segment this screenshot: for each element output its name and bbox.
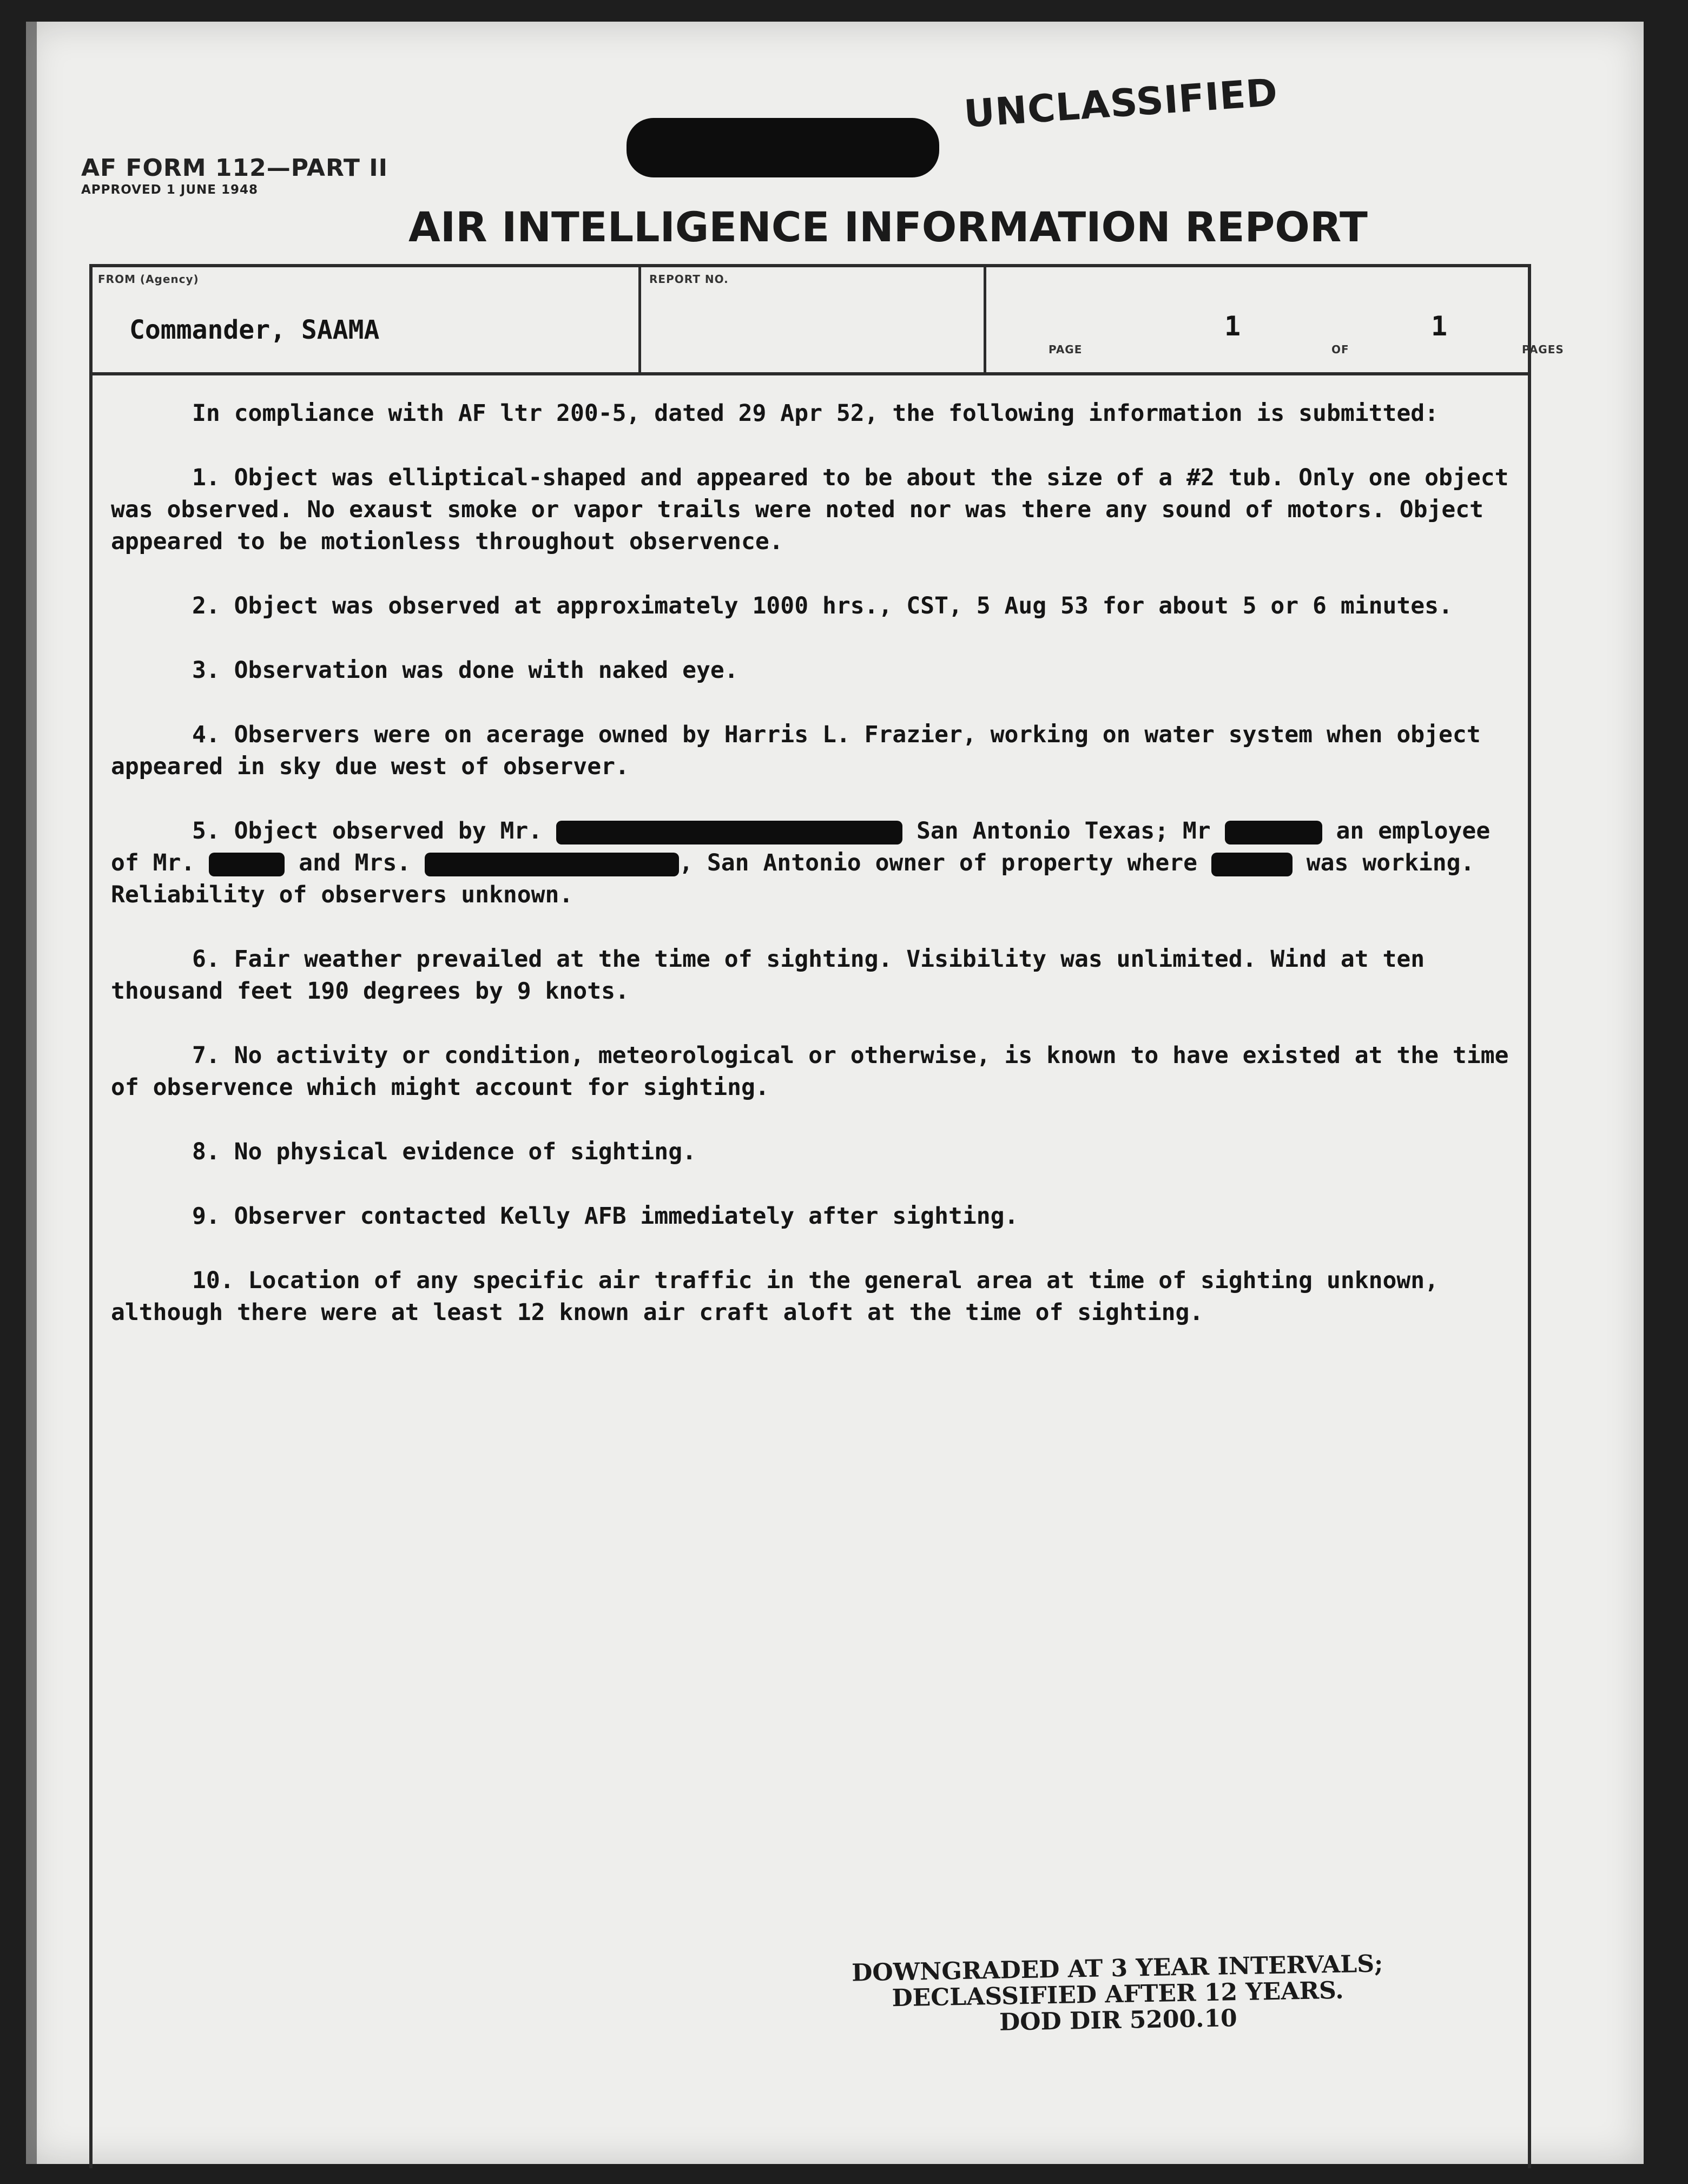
paragraph-5 — [111, 815, 1528, 911]
page-label: PAGE — [1049, 343, 1083, 356]
paragraph-10 — [111, 1265, 1528, 1329]
paragraph-5-part-d: and Mrs. — [299, 849, 411, 876]
from-label: FROM (Agency) — [98, 273, 199, 286]
form-number: AF FORM 112—PART II — [81, 154, 388, 182]
scan-edge — [26, 22, 37, 2164]
paragraph-5-part-g: was working. Reliability of observers unknown. — [111, 849, 1489, 908]
intro-text: In compliance with AF ltr 200-5, dated 29 Apr 52, the following information is submitted: — [192, 400, 1439, 427]
paragraph-8 — [111, 1136, 1528, 1168]
paragraph-9-text: 9. Observer contacted Kelly AFB immediately after sighting. — [192, 1203, 1019, 1230]
report-body — [111, 398, 1528, 1361]
paragraph-4 — [111, 719, 1528, 783]
from-cell — [93, 267, 641, 372]
redaction-name-2 — [1225, 821, 1322, 844]
paragraph-6-text: 6. Fair weather prevailed at the time of sighting. Visibility was unlimited. Wind at ten thousand feet 190 degrees by 9 knots. — [111, 946, 1439, 1005]
paragraph-1-text: 1. Object was elliptical-shaped and appeared to be about the size of a #2 tub. Only one object was observed. No exaust smoke or vapor trails were noted nor was there any sound of motors. Object appeared to be motionless throughout observence. — [111, 464, 1523, 555]
stamp-line-1: DOWNGRADED AT 3 YEAR INTERVALS; — [851, 1950, 1383, 1987]
report-no-label: REPORT NO. — [649, 273, 729, 286]
paragraph-3-text: 3. Observation was done with naked eye. — [192, 657, 738, 684]
page-value: 1 — [1224, 311, 1241, 342]
paragraph-9 — [111, 1200, 1528, 1232]
report-title: AIR INTELLIGENCE INFORMATION REPORT — [408, 203, 1368, 251]
redaction-name-4 — [425, 853, 679, 876]
stamp-line-3: DOD DIR 5200.10 — [999, 2004, 1238, 2036]
paragraph-10-text: 10. Location of any specific air traffic in the general area at time of sighting unknown, although there were at least 12 known air craft aloft at the time of sighting. — [111, 1267, 1453, 1326]
paragraph-7 — [111, 1040, 1528, 1104]
redaction-name-5 — [1211, 853, 1293, 876]
of-label: OF — [1331, 343, 1349, 356]
paragraph-1 — [111, 462, 1528, 558]
paragraph-5-part-f: owner of property where — [875, 849, 1197, 876]
paragraph-5-part-e: , San Antonio — [679, 849, 861, 876]
form-approved-date: APPROVED 1 JUNE 1948 — [81, 183, 258, 197]
paragraph-3 — [111, 655, 1528, 687]
declassification-stamp — [852, 1951, 1384, 2038]
classification-marking: UNCLASSIFIED — [962, 70, 1280, 136]
pages-label: PAGES — [1522, 343, 1564, 356]
redaction-name-3 — [209, 853, 285, 876]
report-no-cell — [641, 267, 986, 372]
paragraph-5-part-c: an employee of Mr. — [111, 817, 1505, 876]
paragraph-5-part-b: San Antonio Texas; Mr — [916, 817, 1211, 844]
pages-cell — [986, 267, 1564, 372]
paragraph-2-text: 2. Object was observed at approximately 1000 hrs., CST, 5 Aug 53 for about 5 or 6 minutes. — [192, 592, 1453, 619]
paragraph-intro — [111, 398, 1528, 430]
paragraph-5-part-a: 5. Object observed by Mr. — [192, 817, 543, 844]
paragraph-6 — [111, 943, 1528, 1007]
paragraph-7-text: 7. No activity or condition, meteorological or otherwise, is known to have existed at the time of observence which might account for sighting. — [111, 1042, 1523, 1101]
header-row — [93, 267, 1564, 375]
form-identifier — [81, 154, 388, 197]
paragraph-8-text: 8. No physical evidence of sighting. — [192, 1138, 696, 1165]
from-value: Commander, SAAMA — [129, 315, 380, 345]
redaction-name-1 — [556, 821, 902, 844]
redaction-top — [627, 118, 939, 177]
paragraph-2 — [111, 590, 1528, 622]
paragraph-4-text: 4. Observers were on acerage owned by Harris L. Frazier, working on water system when object appeared in sky due west of observer. — [111, 721, 1495, 780]
stamp-line-2: DECLASSIFIED AFTER 12 YEARS. — [892, 1976, 1344, 2013]
of-value: 1 — [1431, 311, 1448, 342]
